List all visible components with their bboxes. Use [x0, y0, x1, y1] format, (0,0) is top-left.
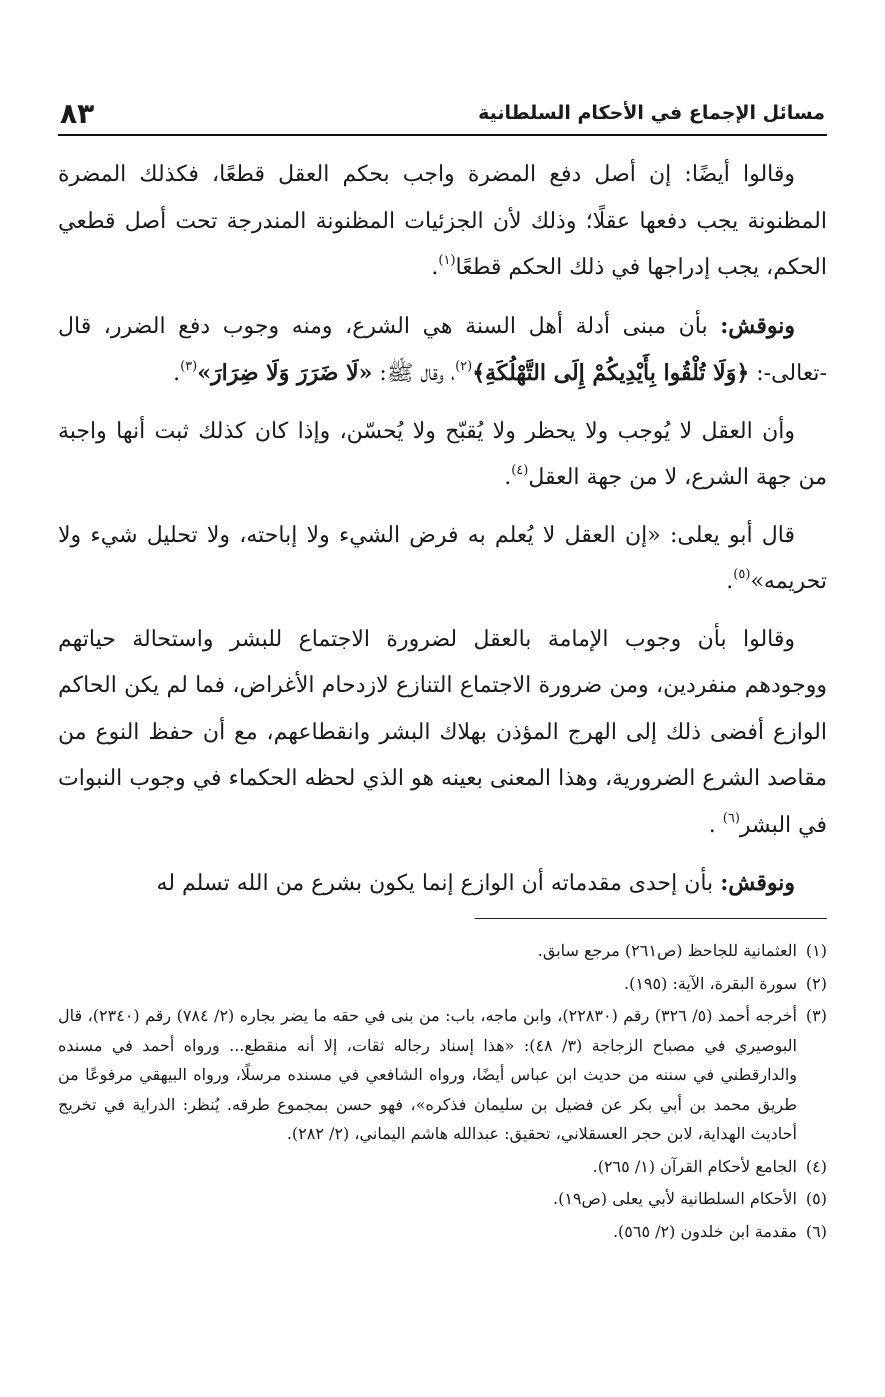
footnote-number: (٥) — [805, 1189, 827, 1208]
footnote-item — [58, 1184, 827, 1214]
discussion-lead: ونوقش: — [720, 312, 795, 339]
paragraph-text: بأن إحدى مقدماته أن الوازع إنما يكون بشرع من الله تسلم له — [156, 871, 714, 896]
footnote-item — [58, 1217, 827, 1247]
footnote-separator — [475, 918, 827, 919]
footnote-item — [58, 936, 827, 966]
paragraph-3: وأن العقل لا يُوجب ولا يحظر ولا يُقبّح ولا يُحسّن، وإذا كان كذلك ثبت أنها واجبة من جهة الشرع، لا من جهة العقل$^{(٤)}$. — [58, 418, 827, 490]
paragraph-2: ونوقش: بأن مبنى أدلة أهل السنة هي الشرع، ومنه وجوب دفع الضرر، قال -تعالى-: ﴿وَلَا تُلْقُوا بِأَيْدِيكُمْ إِلَى التَّهْلُكَةِ﴾$^{(٢)}$، وقال ﷺ: «لَا ضَرَرَ وَلَا ضِرَارَ»$^{(٣)}$. — [58, 312, 827, 386]
footnote-number: (٦) — [805, 1221, 827, 1241]
paragraph-6 — [58, 860, 827, 908]
footnote-ref: (٣) — [180, 359, 198, 374]
paragraph-text: وأن العقل لا يُوجب ولا يحظر ولا يُقبّح ولا يُحسّن، وإذا كان كذلك ثبت أنها واجبة من جهة الشرع، لا من جهة العقل — [58, 418, 827, 490]
footnote-number: (١) — [805, 941, 827, 960]
hadith-quote: «لَا ضَرَرَ وَلَا ضِرَارَ» — [197, 360, 373, 386]
paragraph-text: بأن مبنى أدلة أهل السنة هي الشرع، ومنه وجوب دفع الضرر، قال -تعالى-: — [58, 313, 827, 386]
footnote-text: مقدمة ابن خلدون (٢/ ٥٦٥). — [612, 1221, 797, 1241]
page-number: ٨٣ — [60, 97, 95, 130]
footnote-ref: (٤) — [511, 463, 529, 478]
footnote-item — [58, 1152, 827, 1182]
footnotes — [58, 936, 827, 1249]
footnote-text: الجامع لأحكام القرآن (١/ ٢٦٥). — [592, 1156, 797, 1176]
running-title: مسائل الإجماع في الأحكام السلطانية — [478, 102, 825, 124]
footnote-ref: (١) — [438, 253, 456, 268]
footnote-number: (٣) — [805, 1006, 827, 1025]
footnote-text: العثمانية للجاحظ (ص٢٦١) مرجع سابق. — [537, 941, 797, 960]
paragraph-1: وقالوا أيضًا: إن أصل دفع المضرة واجب بحكم العقل قطعًا، فكذلك المضرة المظنونة يجب دفعها عقلًا؛ وذلك لأن الجزئيات المظنونة المندرجة تحت أصل قطعي الحكم، يجب إدراجها في ذلك الحكم قطعًا$^{(١)}$. — [58, 162, 827, 280]
footnote-number: (٤) — [805, 1156, 827, 1176]
footnote-text: سورة البقرة، الآية: (١٩٥). — [624, 973, 797, 993]
discussion-lead: ونوقش: — [720, 870, 795, 896]
page-header — [58, 78, 827, 136]
paragraph-5: وقالوا بأن وجوب الإمامة بالعقل لضرورة الاجتماع للبشر واستحالة حياتهم ووجودهم منفردين، ومن ضرورة الاجتماع التنازع لازدحام الأغراض، فما لم يكن الحاكم الوازع أفضى ذلك إلى الهرج المؤذن بهلاك البشر وانقطاعهم، مع أن حفظ النوع من مقاصد الشرع الضرورية، وهذا المعنى بعينه هو الذي لحظه الحكماء في وجوب النبوات في البشر$^{(٦)}$ . — [58, 626, 827, 838]
footnote-ref: (٢) — [455, 359, 473, 374]
main-text — [58, 152, 827, 919]
paragraph-text: وقالوا بأن وجوب الإمامة بالعقل لضرورة الاجتماع للبشر واستحالة حياتهم ووجودهم منفردين، ومن ضرورة الاجتماع التنازع لازدحام الأغراض، فما لم يكن الحاكم الوازع أفضى ذلك إلى الهرج المؤذن بهلاك البشر وانقطاعهم، مع أن حفظ النوع من مقاصد الشرع الضرورية، وهذا المعنى بعينه هو الذي لحظه الحكماء في وجوب النبوات في البشر — [58, 626, 827, 838]
paragraph-text: ، وقال ﷺ: — [379, 361, 456, 386]
footnote-text: الأحكام السلطانية لأبي يعلى (ص١٩). — [553, 1189, 797, 1208]
quran-verse: ﴿وَلَا تُلْقُوا بِأَيْدِيكُمْ إِلَى التَّهْلُكَةِ﴾ — [472, 360, 750, 386]
paragraph-text: قال أبو يعلى: «إن العقل لا يُعلم به فرض الشيء ولا إباحته، ولا تحليل شيء ولا تحريمه» — [58, 522, 827, 594]
footnote-item — [58, 969, 827, 999]
footnote-item — [58, 1001, 827, 1149]
footnote-ref: (٥) — [733, 567, 751, 582]
footnote-ref: (٦) — [722, 810, 740, 826]
footnote-text: أخرجه أحمد (٥/ ٣٢٦) رقم (٢٢٨٣٠)، وابن ماجه، باب: من بنى في حقه ما يضر بجاره (٢/ ٧٨٤) رقم (٢٣٤٠)، قال البوصيري في مصباح الزجاجة (٣/ ٤٨): «هذا إسناد رجاله ثقات، إلا أنه منقطع... ورواه أحمد في مسنده والدارقطني في سننه من حديث ابن عباس أيضًا، ورواه الشافعي في مسنده مرسلًا، ورواه البيهقي مرفوعًا من طريق محمد بن أبي بكر عن فضيل بن سليمان فذكره»، فهو حسن بمجموع طرقه. يُنظر: الدراية في تخريج أحاديث الهداية، لابن حجر العسقلاني، تحقيق: عبدالله هاشم اليماني، (٢/ ٢٨٢). — [58, 1006, 797, 1143]
paragraph-text: وقالوا أيضًا: إن أصل دفع المضرة واجب بحكم العقل قطعًا، فكذلك المضرة المظنونة يجب دفعها عقلًا؛ وذلك لأن الجزئيات المظنونة المندرجة تحت أصل قطعي الحكم، يجب إدراجها في ذلك الحكم قطعًا — [58, 162, 827, 280]
footnote-number: (٢) — [805, 973, 827, 993]
paragraph-4: قال أبو يعلى: «إن العقل لا يُعلم به فرض الشيء ولا إباحته، ولا تحليل شيء ولا تحريمه»$^{(٥)}$. — [58, 522, 827, 594]
